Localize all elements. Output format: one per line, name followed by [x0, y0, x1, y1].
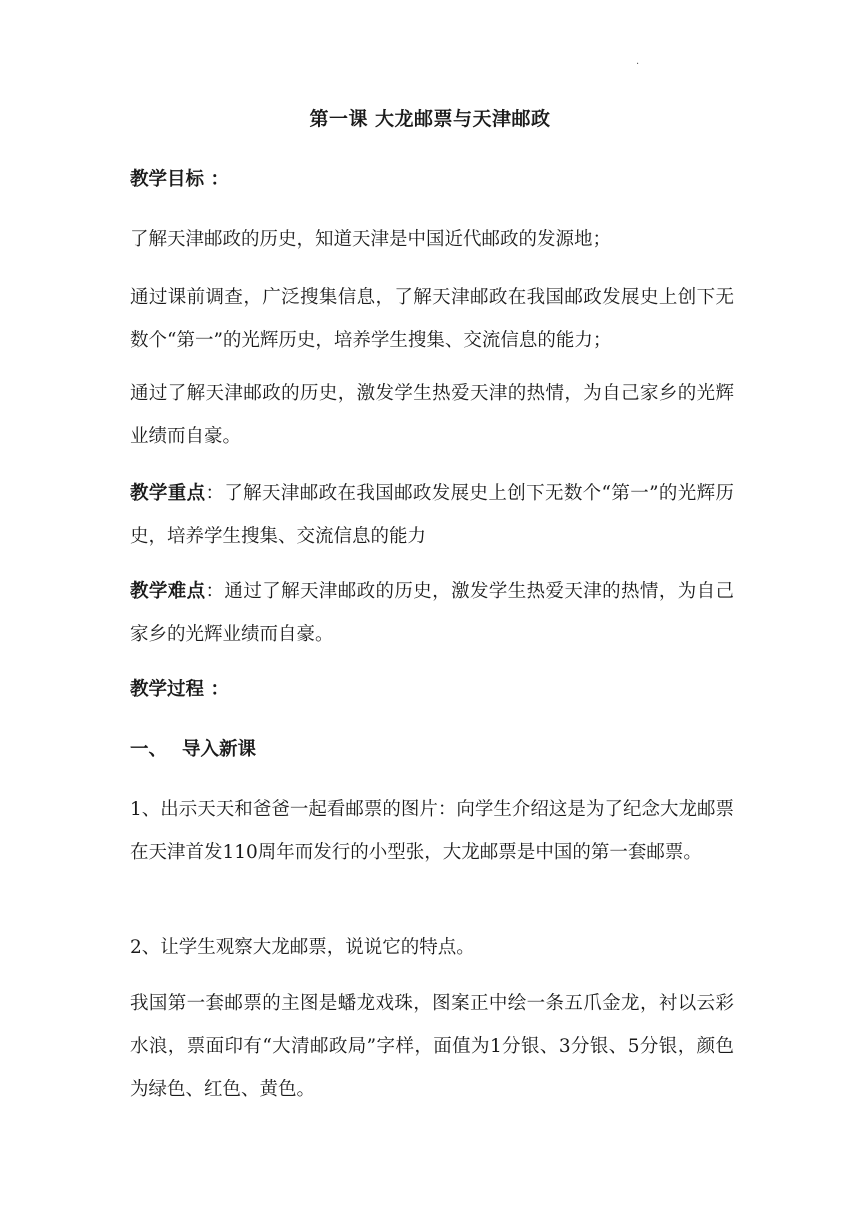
step-2: 2、让学生观察大龙邮票，说说它的特点。 — [130, 937, 475, 958]
key-point-text: ：了解天津邮政在我国邮政发展史上创下无数个“第一”的光辉历史，培养学生搜集、交流信息的能力 — [130, 483, 734, 547]
difficulty-paragraph — [130, 570, 734, 656]
objectives-heading: 教学目标 ： — [130, 169, 229, 190]
process-heading: 教学过程 ： — [130, 679, 229, 700]
key-point-paragraph — [130, 472, 734, 558]
section-heading-1 — [130, 728, 734, 771]
step-1: 1、出示天天和爸爸一起看邮票的图片：向学生介绍这是为了纪念大龙邮票在天津首发110周年而发行的小型张，大龙邮票是中国的第一套邮票。 — [130, 799, 734, 863]
key-point-label: 教学重点 — [130, 483, 206, 504]
section-title: 导入新课 — [182, 739, 257, 760]
objective-item-3: 通过了解天津邮政的历史，激发学生热爱天津的热情，为自己家乡的光辉业绩而自豪。 — [130, 383, 734, 447]
objective-item-2: 通过课前调查，广泛搜集信息，了解天津邮政在我国邮政发展史上创下无数个“第一”的光辉历史，培养学生搜集、交流信息的能力； — [130, 287, 734, 351]
corner-mark: . — [636, 56, 640, 67]
section-number: 一、 — [130, 739, 168, 760]
stamp-description: 我国第一套邮票的主图是蟠龙戏珠，图案正中绘一条五爪金龙，衬以云彩水浪，票面印有“大清邮政局”字样，面值为1分银、3分银、5分银，颜色为绿色、红色、黄色。 — [130, 993, 734, 1100]
objective-item-1: 了解天津邮政的历史，知道天津是中国近代邮政的发源地； — [130, 229, 612, 250]
difficulty-text: ：通过了解天津邮政的历史，激发学生热爱天津的热情，为自己家乡的光辉业绩而自豪。 — [130, 581, 734, 645]
lesson-title: 第一课 大龙邮票与天津邮政 — [309, 108, 551, 130]
difficulty-label: 教学难点 — [130, 581, 206, 602]
